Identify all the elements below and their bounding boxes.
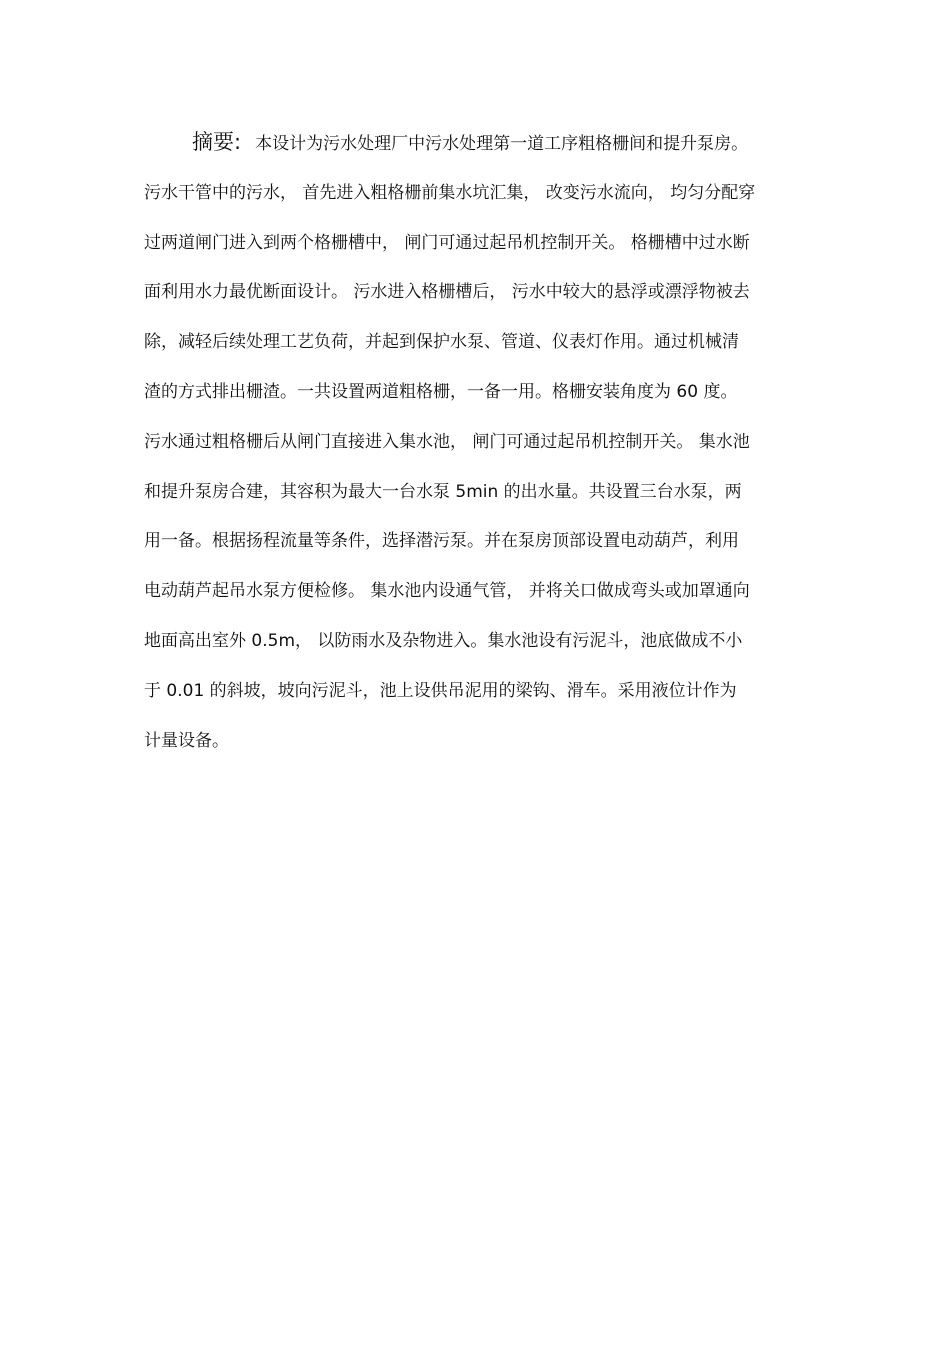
abstract-line-3: 过两道闸门进入到两个格栅槽中， 闸门可通过起吊机控制开关。 格栅槽中过水断 — [144, 233, 750, 253]
abstract-line-7: 污水通过粗格栅后从闸门直接进入集水池， 闸门可通过起吊机控制开关。 集水池 — [144, 432, 750, 452]
abstract-line-10: 电动葫芦起吊水泵方便检修。 集水池内设通气管， 并将关口做成弯头或加罩通向 — [144, 581, 750, 601]
abstract-line-5: 除，减轻后续处理工艺负荷，并起到保护水泵、管道、仪表灯作用。通过机械清 — [144, 332, 739, 352]
abstract-line-9: 用一备。根据扬程流量等条件，选择潜污泵。并在泵房顶部设置电动葫芦，利用 — [144, 531, 739, 551]
abstract-label: 摘要: — [192, 130, 242, 154]
abstract-line-8: 和提升泵房合建，其容积为最大一台水泵 5min 的出水量。共设置三台水泵，两 — [144, 482, 742, 502]
abstract-line-2: 污水干管中的污水， 首先进入粗格栅前集水坑汇集， 改变污水流向， 均匀分配穿 — [144, 183, 756, 203]
abstract-line-6: 渣的方式排出栅渣。一共设置两道粗格栅，一备一用。格栅安装角度为 60 度。 — [144, 382, 738, 402]
abstract-line-13: 计量设备。 — [144, 731, 229, 751]
abstract-line-12: 于 0.01 的斜坡，坡向污泥斗，池上设供吊泥用的梁钩、滑车。采用液位计作为 — [144, 681, 737, 701]
abstract-line-4: 面利用水力最优断面设计。 污水进入格栅槽后， 污水中较大的悬浮或漂浮物被去 — [144, 282, 750, 302]
abstract-line-11: 地面高出室外 0.5m， 以防雨水及杂物进入。集水池设有污泥斗，池底做成不小 — [144, 631, 743, 651]
abstract-text: 本设计为污水处理厂中污水处理第一道工序粗格栅间和提升泵房。 — [255, 134, 749, 154]
abstract-line-1 — [192, 127, 812, 157]
